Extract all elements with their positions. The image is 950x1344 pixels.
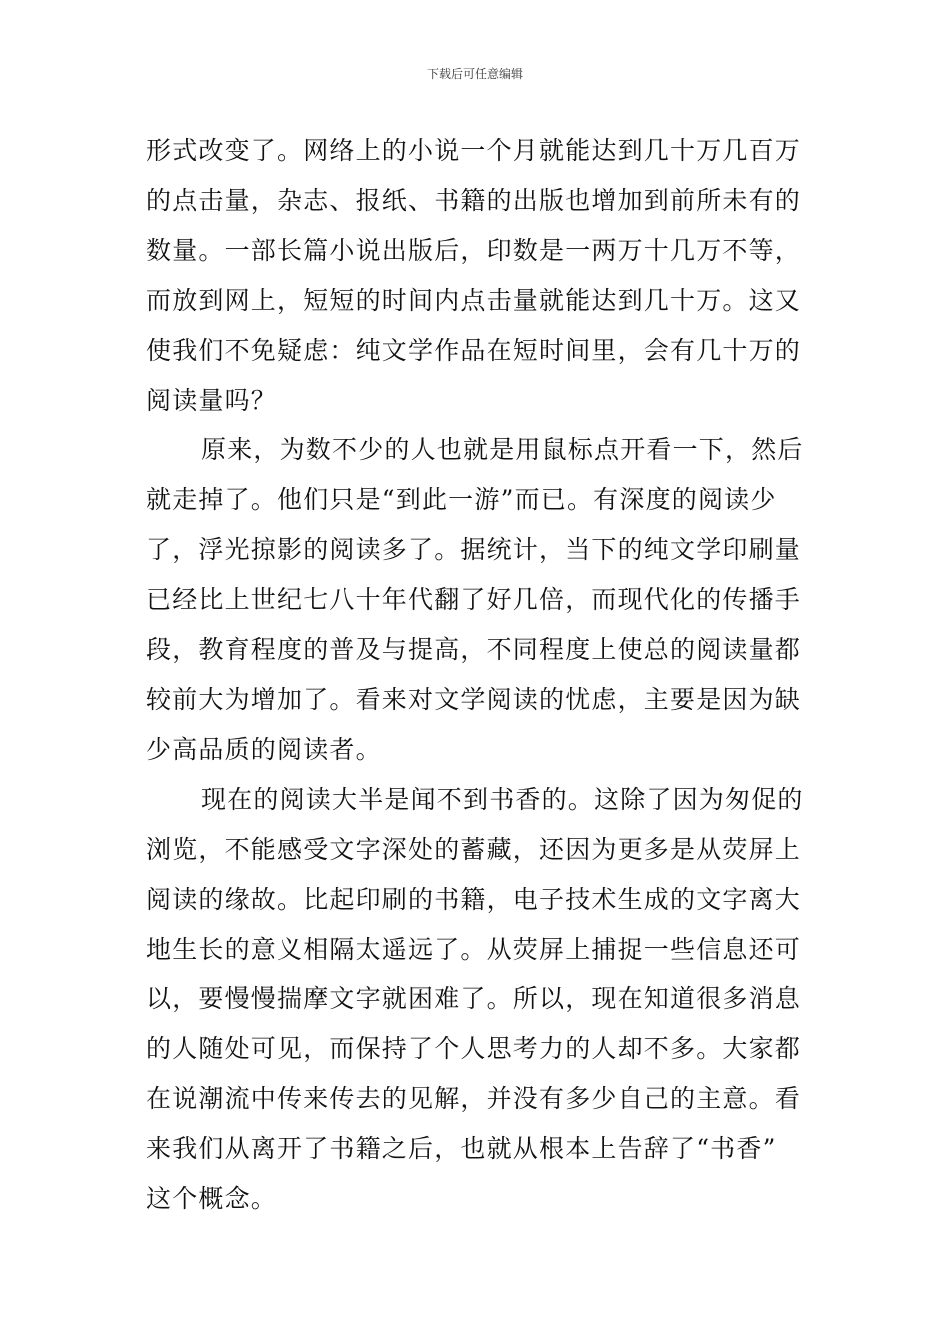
text-line: 段，教育程度的普及与提高，不同程度上使总的阅读量都 [146, 635, 802, 665]
paragraph-1 [146, 126, 814, 425]
text-line: 使我们不免疑虑：纯文学作品在短时间里，会有几十万的 [146, 335, 802, 365]
text-line: 来我们从离开了书籍之后，也就从根本上告辞了“书香” [146, 1134, 777, 1164]
text-line: 在说潮流中传来传去的见解，并没有多少自己的主意。看 [146, 1084, 802, 1114]
text-line: 了，浮光掠影的阅读多了。据统计，当下的纯文学印刷量 [146, 535, 802, 565]
text-line: 阅读的缘故。比起印刷的书籍，电子技术生成的文字离大 [146, 884, 802, 914]
text-line: 较前大为增加了。看来对文学阅读的忧虑，主要是因为缺 [146, 684, 802, 714]
paragraph-3 [146, 775, 814, 1224]
page-header: 下载后可任意编辑 [426, 67, 523, 81]
text-line: 数量。一部长篇小说出版后，印数是一两万十几万不等， [146, 235, 802, 265]
text-line: 这个概念。 [146, 1184, 278, 1214]
text-line: 原来，为数不少的人也就是用鼠标点开看一下，然后 [201, 435, 804, 465]
text-line: 浏览，不能感受文字深处的蓄藏，还因为更多是从荧屏上 [146, 834, 802, 864]
text-line: 阅读量吗？ [146, 385, 278, 415]
text-line: 现在的阅读大半是闻不到书香的。这除了因为匆促的 [201, 784, 804, 814]
text-line: 而放到网上，短短的时间内点击量就能达到几十万。这又 [146, 285, 802, 315]
text-line: 少高品质的阅读者。 [146, 734, 382, 764]
text-line: 形式改变了。网络上的小说一个月就能达到几十万几百万 [146, 136, 802, 165]
text-line: 以，要慢慢揣摩文字就困难了。所以，现在知道很多消息 [146, 984, 802, 1014]
text-line: 已经比上世纪七八十年代翻了好几倍，而现代化的传播手 [146, 585, 802, 615]
paragraph-2 [146, 425, 814, 774]
document-body [146, 126, 814, 1224]
text-line: 就走掉了。他们只是“到此一游”而已。有深度的阅读少 [146, 485, 777, 515]
text-line: 地生长的意义相隔太遥远了。从荧屏上捕捉一些信息还可 [146, 934, 802, 964]
text-line: 的人随处可见，而保持了个人思考力的人却不多。大家都 [146, 1034, 802, 1064]
text-line: 的点击量，杂志、报纸、书籍的出版也增加到前所未有的 [146, 185, 802, 215]
